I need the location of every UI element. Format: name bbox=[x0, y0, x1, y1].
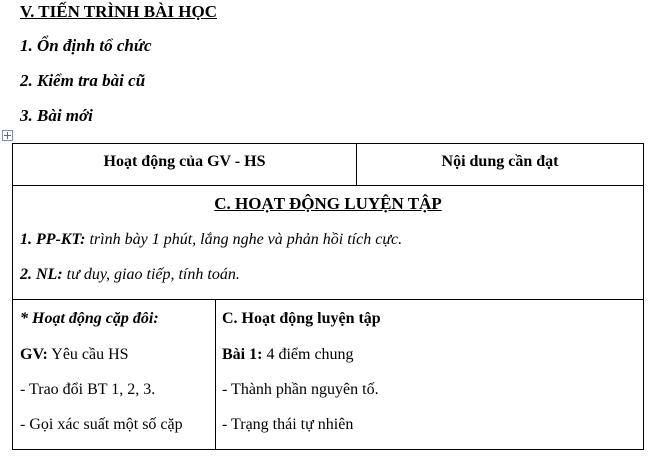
right-item-2: - Trạng thái tự nhiên bbox=[222, 416, 354, 433]
practice-heading: C. HOẠT ĐỘNG LUYỆN TẬP bbox=[214, 194, 442, 213]
right-item-1: - Thành phần nguyên tố. bbox=[222, 381, 379, 398]
competency-line bbox=[20, 266, 240, 284]
bai-line bbox=[222, 346, 354, 364]
method-line bbox=[20, 231, 402, 249]
table-divider-body bbox=[215, 299, 216, 450]
competency-label: 2. NL: bbox=[20, 266, 63, 283]
header-right: Nội dung cần đạt bbox=[441, 153, 559, 170]
section-title: V. TIẾN TRÌNH BÀI HỌC bbox=[20, 2, 217, 21]
table-border-bottom bbox=[12, 449, 644, 450]
table-border-section bbox=[12, 299, 644, 300]
table-border-top bbox=[12, 143, 644, 144]
bai-text: 4 điểm chung bbox=[262, 346, 354, 363]
step-2: 2. Kiểm tra bài cũ bbox=[20, 71, 146, 90]
step-3: 3. Bài mới bbox=[20, 106, 93, 125]
table-move-handle-icon[interactable] bbox=[2, 130, 13, 141]
gv-line bbox=[20, 346, 129, 364]
gv-text: Yêu cầu HS bbox=[47, 346, 129, 363]
bai-label: Bài 1: bbox=[222, 346, 263, 363]
table-border-right bbox=[643, 143, 644, 450]
header-left: Hoạt động của GV - HS bbox=[103, 153, 266, 170]
table-border-header bbox=[12, 185, 644, 186]
left-item-2: - Gọi xác suất một số cặp bbox=[20, 416, 183, 433]
step-1: 1. Ổn định tổ chức bbox=[20, 36, 152, 55]
method-label: 1. PP-KT: bbox=[20, 231, 86, 248]
competency-text: tư duy, giao tiếp, tính toán. bbox=[62, 266, 240, 283]
table-border-left bbox=[12, 143, 13, 450]
gv-label: GV: bbox=[20, 346, 48, 363]
right-title: C. Hoạt động luyện tập bbox=[222, 310, 381, 327]
pair-activity-title: * Hoạt động cặp đôi: bbox=[20, 310, 159, 327]
left-item-1: - Trao đổi BT 1, 2, 3. bbox=[20, 381, 156, 398]
method-text: trình bày 1 phút, lắng nghe và phản hồi tích cực. bbox=[85, 231, 403, 248]
